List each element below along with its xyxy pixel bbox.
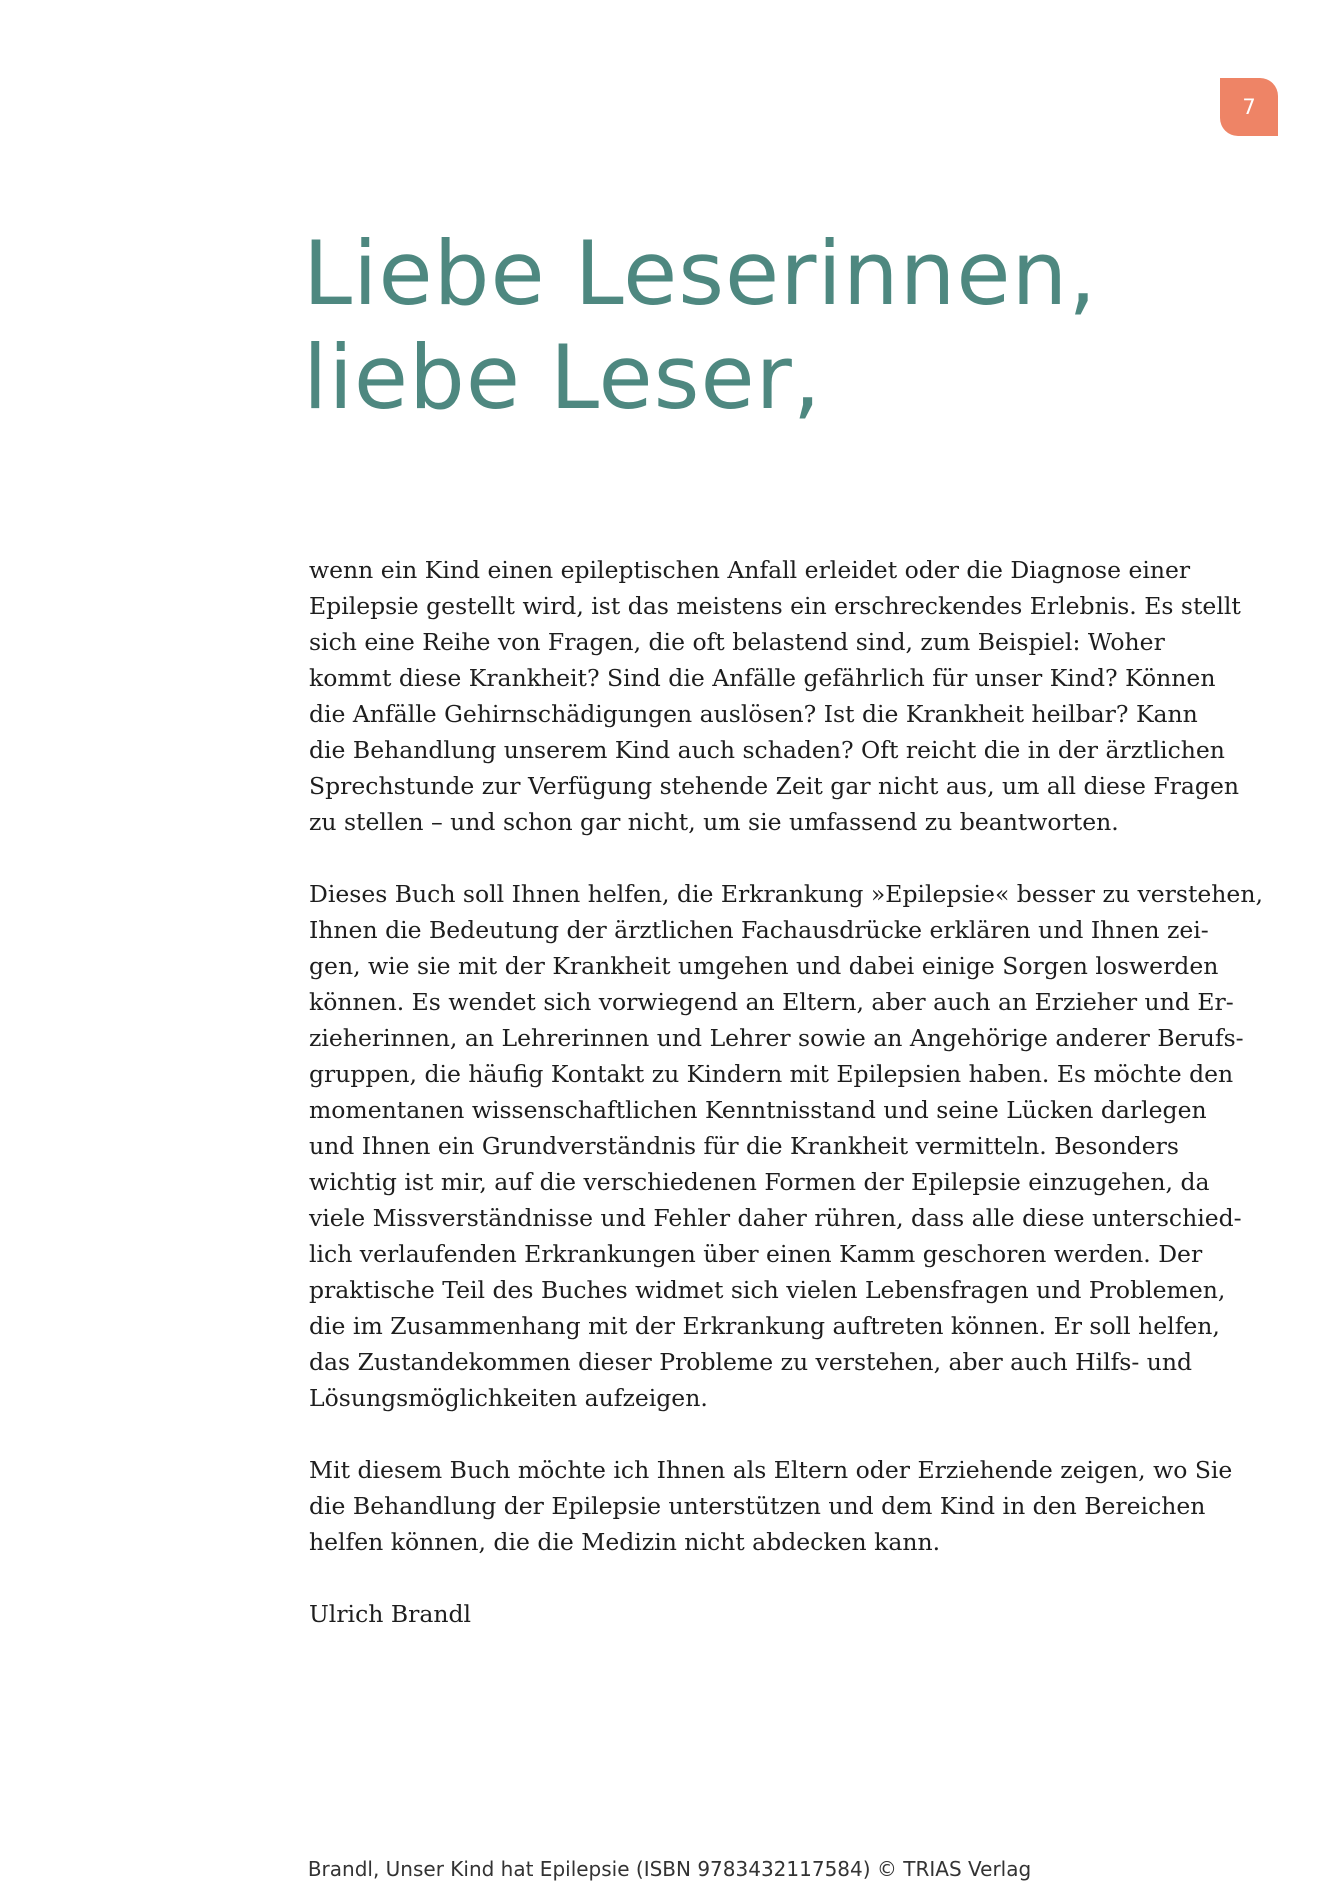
paragraph-2 xyxy=(309,876,1263,1416)
text-line: die Behandlung der Epilepsie unterstützen und dem Kind in den Bereichen xyxy=(309,1492,1206,1520)
text-line: zu stellen – und schon gar nicht, um sie umfassend zu beantworten. xyxy=(309,808,1119,836)
title-line-2: liebe Leser, xyxy=(303,326,822,429)
text-line: gen, wie sie mit der Krankheit umgehen und dabei einige Sorgen loswerden xyxy=(309,952,1219,980)
text-line: gruppen, die häufig Kontakt zu Kindern mit Epilepsien haben. Es möchte den xyxy=(309,1060,1234,1088)
text-line: helfen können, die die Medizin nicht abdecken kann. xyxy=(309,1528,941,1556)
footer-credit: Brandl, Unser Kind hat Epilepsie (ISBN 9783432117584) © TRIAS Verlag xyxy=(307,1857,1032,1881)
foreword-body xyxy=(309,552,1263,1632)
text-line: Lösungsmöglichkeiten aufzeigen. xyxy=(309,1384,708,1412)
text-line: die im Zusammenhang mit der Erkrankung auftreten können. Er soll helfen, xyxy=(309,1312,1220,1340)
title-line-1: Liebe Leserinnen, xyxy=(303,222,1098,325)
text-line: zieherinnen, an Lehrerinnen und Lehrer sowie an Angehörige anderer Berufs- xyxy=(309,1024,1244,1052)
text-line: Epilepsie gestellt wird, ist das meistens ein erschreckendes Erlebnis. Es stellt xyxy=(309,592,1241,620)
page-title xyxy=(303,222,1097,430)
text-line: die Anfälle Gehirnschädigungen auslösen? Ist die Krankheit heilbar? Kann xyxy=(309,700,1198,728)
paragraph-1 xyxy=(309,552,1241,840)
text-line: praktische Teil des Buches widmet sich vielen Lebensfragen und Problemen, xyxy=(309,1276,1226,1304)
page-number-badge: 7 xyxy=(1220,78,1278,136)
text-line: wichtig ist mir, auf die verschiedenen Formen der Epilepsie einzugehen, da xyxy=(309,1168,1210,1196)
text-line: wenn ein Kind einen epileptischen Anfall erleidet oder die Diagnose einer xyxy=(309,556,1191,584)
text-line: lich verlaufenden Erkrankungen über einen Kamm geschoren werden. Der xyxy=(309,1240,1203,1268)
author-signature: Ulrich Brandl xyxy=(309,1600,472,1628)
text-line: kommt diese Krankheit? Sind die Anfälle gefährlich für unser Kind? Können xyxy=(309,664,1216,692)
text-line: Ihnen die Bedeutung der ärztlichen Fachausdrücke erklären und Ihnen zei- xyxy=(309,916,1209,944)
text-line: Dieses Buch soll Ihnen helfen, die Erkrankung »Epilepsie« besser zu verstehen, xyxy=(309,880,1263,908)
paragraph-3 xyxy=(309,1452,1233,1560)
text-line: und Ihnen ein Grundverständnis für die Krankheit vermitteln. Besonders xyxy=(309,1132,1179,1160)
text-line: das Zustandekommen dieser Probleme zu verstehen, aber auch Hilfs- und xyxy=(309,1348,1193,1376)
text-line: Mit diesem Buch möchte ich Ihnen als Eltern oder Erziehende zeigen, wo Sie xyxy=(309,1456,1233,1484)
text-line: können. Es wendet sich vorwiegend an Eltern, aber auch an Erzieher und Er- xyxy=(309,988,1234,1016)
text-line: viele Missverständnisse und Fehler daher rühren, dass alle diese unterschied- xyxy=(309,1204,1242,1232)
text-line: die Behandlung unserem Kind auch schaden? Oft reicht die in der ärztlichen xyxy=(309,736,1225,764)
text-line: sich eine Reihe von Fragen, die oft belastend sind, zum Beispiel: Woher xyxy=(309,628,1165,656)
text-line: Sprechstunde zur Verfügung stehende Zeit gar nicht aus, um all diese Fragen xyxy=(309,772,1239,800)
text-line: momentanen wissenschaftlichen Kenntnisstand und seine Lücken darlegen xyxy=(309,1096,1207,1124)
